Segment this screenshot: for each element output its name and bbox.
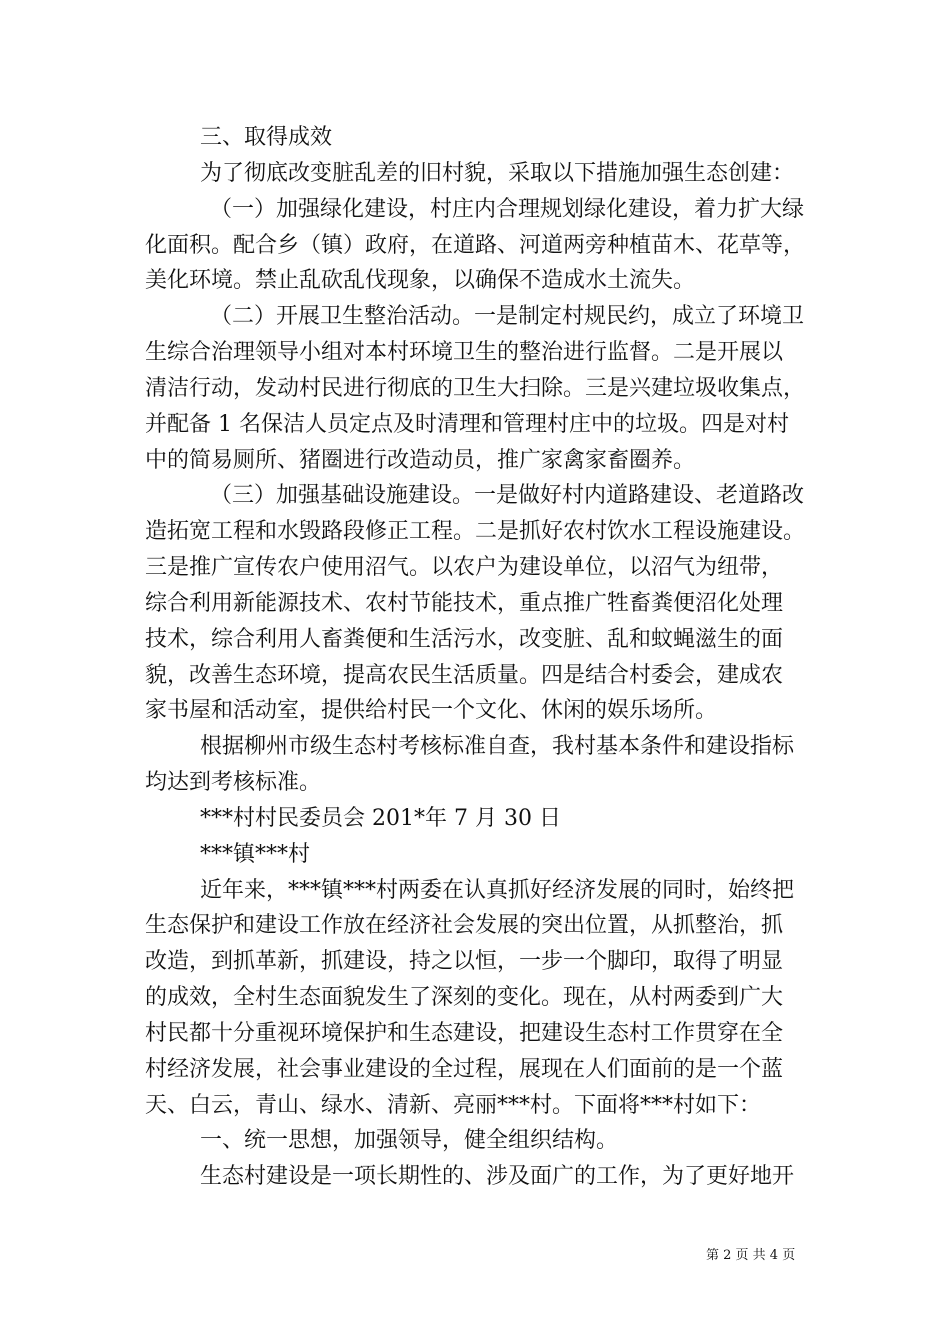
paragraph-line: 村民都十分重视环境保护和生态建设，把建设生态村工作贯穿在全 xyxy=(145,1021,784,1046)
signature-line: ***村村民委员会 201*年 7 月 30 日 xyxy=(200,806,561,831)
paragraph-line: 改造，到抓革新，抓建设，持之以恒，一步一个脚印，取得了明显 xyxy=(145,949,784,974)
paragraph-line: 三是推广宣传农户使用沼气。以农户为建设单位，以沼气为纽带， xyxy=(145,555,784,580)
paragraph-line: 造拓宽工程和水毁路段修正工程。二是抓好农村饮水工程设施建设。 xyxy=(145,519,806,544)
paragraph-line: 貌，改善生态环境，提高农民生活质量。四是结合村委会，建成农 xyxy=(145,663,784,688)
paragraph-line: 化面积。配合乡（镇）政府，在道路、河道两旁种植苗木、花草等， xyxy=(145,233,806,258)
paragraph-line: 生综合治理领导小组对本村环境卫生的整治进行监督。二是开展以 xyxy=(145,340,784,365)
village-heading: ***镇***村 xyxy=(200,842,311,867)
paragraph-line: 生态保护和建设工作放在经济社会发展的突出位置，从抓整治，抓 xyxy=(145,913,784,938)
paragraph-line: 近年来，***镇***村两委在认真抓好经济发展的同时，始终把 xyxy=(200,878,795,903)
paragraph-line: 为了彻底改变脏乱差的旧村貌，采取以下措施加强生态创建： xyxy=(200,161,795,186)
paragraph-line: 清洁行动，发动村民进行彻底的卫生大扫除。三是兴建垃圾收集点， xyxy=(145,376,806,401)
paragraph-line: 综合利用新能源技术、农村节能技术，重点推广牲畜粪便沼化处理 xyxy=(145,591,784,616)
paragraph-line: 的成效，全村生态面貌发生了深刻的变化。现在，从村两委到广大 xyxy=(145,985,784,1010)
section-heading-organization: 一、统一思想，加强领导，健全组织结构。 xyxy=(200,1128,619,1153)
paragraph-line: 家书屋和活动室，提供给村民一个文化、休闲的娱乐场所。 xyxy=(145,698,718,723)
paragraph-line: 技术，综合利用人畜粪便和生活污水，改变脏、乱和蚊蝇滋生的面 xyxy=(145,627,784,652)
paragraph-line: 天、白云，青山、绿水、清新、亮丽***村。下面将***村如下： xyxy=(145,1093,762,1118)
paragraph-line: 美化环境。禁止乱砍乱伐现象，以确保不造成水土流失。 xyxy=(145,268,696,293)
section-heading-results: 三、取得成效 xyxy=(200,125,333,150)
paragraph-line: （一）加强绿化建设，村庄内合理规划绿化建设，着力扩大绿 xyxy=(210,197,805,222)
paragraph-line: （三）加强基础设施建设。一是做好村内道路建设、老道路改 xyxy=(210,483,805,508)
paragraph-line: 村经济发展，社会事业建设的全过程，展现在人们面前的是一个蓝 xyxy=(145,1057,784,1082)
page-number-footer: 第 2 页 共 4 页 xyxy=(706,1248,796,1263)
paragraph-line: 根据柳州市级生态村考核标准自查，我村基本条件和建设指标 xyxy=(200,734,795,759)
paragraph-line: 中的简易厕所、猪圈进行改造动员，推广家禽家畜圈养。 xyxy=(145,448,696,473)
paragraph-line: 并配备 1 名保洁人员定点及时清理和管理村庄中的垃圾。四是对村 xyxy=(145,412,789,437)
paragraph-line: 生态村建设是一项长期性的、涉及面广的工作，为了更好地开 xyxy=(200,1164,795,1189)
paragraph-line: （二）开展卫生整治活动。一是制定村规民约，成立了环境卫 xyxy=(210,304,805,329)
paragraph-line: 均达到考核标准。 xyxy=(145,770,322,795)
